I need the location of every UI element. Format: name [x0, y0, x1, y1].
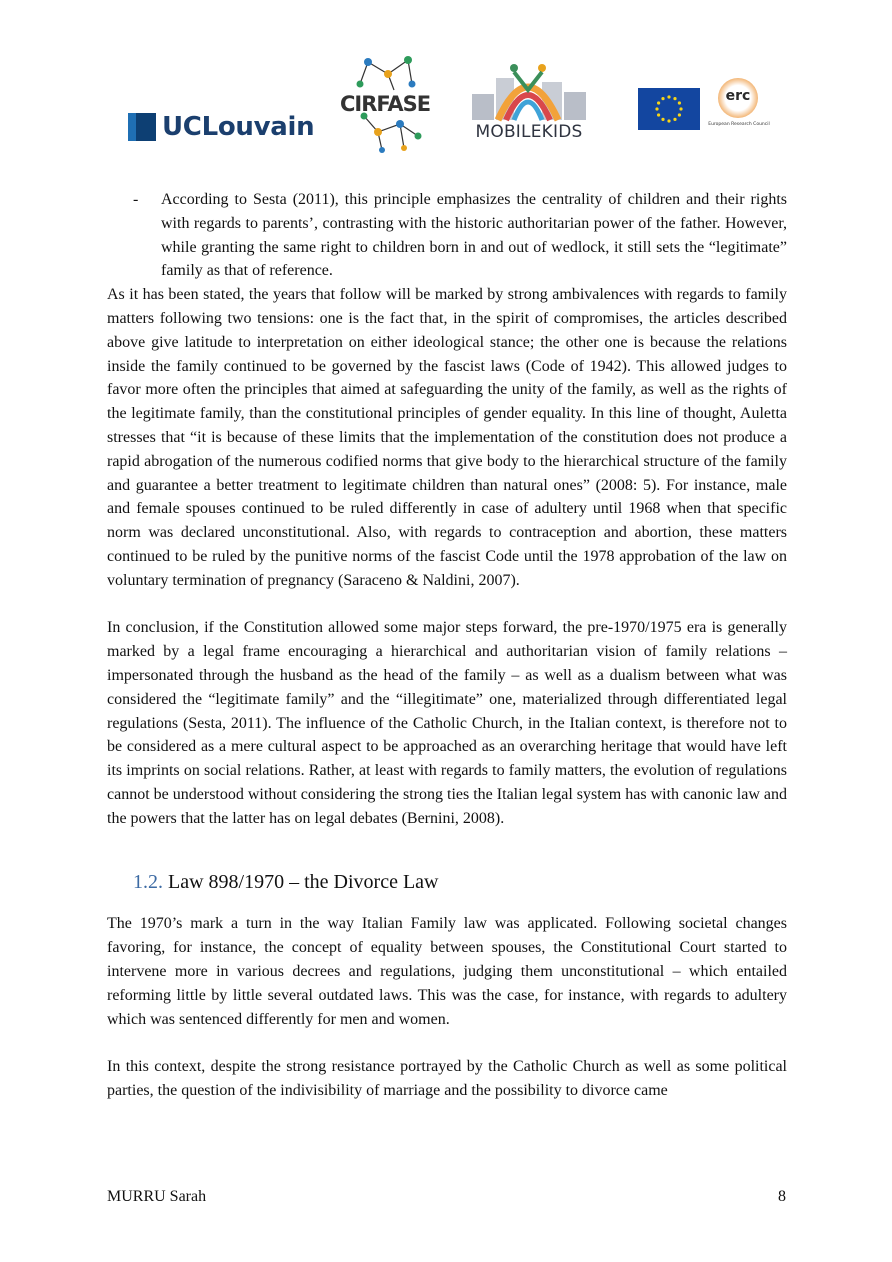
uclouvain-logo: [128, 112, 314, 142]
mobilekids-logo: [458, 60, 598, 150]
footer-author: MURRU Sarah: [107, 1188, 207, 1205]
eu-stars-icon: [638, 88, 700, 130]
cirfase-logo: [338, 54, 430, 154]
page-header: [0, 40, 892, 160]
erc-logo-text: erc: [725, 88, 751, 104]
mobilekids-emblem-icon: [458, 60, 598, 124]
bullet-text: According to Sesta (2011), this principle emphasizes the centrality of children and their rights with regards to parents’, contrasting with the historic authoritarian power of the father. However, while granting the same right to children born in and out of wedlock, it still sets the “legitimate” family as that of reference.: [161, 191, 787, 280]
document-body: [107, 188, 787, 1103]
bullet-dash: -: [133, 191, 139, 208]
paragraph: In conclusion, if the Constitution allowed some major steps forward, the pre-1970/1975 era is generally marked by a legal frame encouraging a hierarchical and authoritarian vision of family relations – impersonated through the husband as the head of the family – as well as a dualism between what was considered the “legitimate family” and the “illegitimate” one, materialized through differentiated legal regulations (Sesta, 2011). The influence of the Catholic Church, in the Italian context, is therefore not to be considered as a mere cultural aspect to be approached as an overarching heritage that would have left its imprints on social relations. Rather, at least with regards to family matters, the evolution of regulations cannot be understood without considering the strong ties the Italian legal system has with canonic law and the powers that the latter has on legal debates (Bernini, 2008).: [107, 619, 787, 827]
bullet-item: [107, 188, 787, 283]
eu-flag-logo: [638, 88, 700, 130]
mobilekids-logo-text: MOBILEKIDS: [475, 122, 583, 142]
paragraph: In this context, despite the strong resistance portrayed by the Catholic Church as well as some political parties, the question of the indivisibility of marriage and the possibility to divorce came: [107, 1058, 787, 1099]
erc-logo: [704, 78, 774, 144]
paragraph: The 1970’s mark a turn in the way Italian Family law was applicated. Following societal changes favoring, for instance, the concept of equality between spouses, the Constitutional Court started to intervene more in various decrees and regulations, judging them unconstitutional – which entailed reforming little by little several outdated laws. This was the case, for instance, with regards to adultery which was sentenced differently for men and women.: [107, 915, 787, 1028]
section-heading: [107, 868, 787, 896]
section-title: Law 898/1970 – the Divorce Law: [168, 871, 439, 894]
paragraph: As it has been stated, the years that follow will be marked by strong ambivalences with regards to family matters following two tensions: one is the fact that, in the spirit of compromises, the articles described above give latitude to interpretation on either ideological stance; the other one is because the relations inside the family continued to be governed by the fascist laws (Code of 1942). This allowed judges to favor more often the principles that aimed at safeguarding the unity of the family, as well as the rights of the legitimate family, than the constitutional principles of gender equality. In this line of thought, Auletta stresses that “it is because of these limits that the implementation of the constitution does not produce a rapid abrogation of the numerous codified norms that give body to the hierarchical structure of the family and guarantee a better treatment to legitimate children than natural ones” (2008: 5). For instance, male and female spouses continued to be ruled differently in case of adultery until 1968 when that specific norm was declared unconstitutional. Also, with regards to contraception and abortion, these matters continued to be ruled by the punitive norms of the fascist Code until the 1978 approbation of the law on voluntary termination of pregnancy (Saraceno & Naldini, 2007).: [107, 286, 787, 589]
footer-page-number: 8: [778, 1188, 786, 1205]
uclouvain-logo-text: UCLouvain: [162, 112, 315, 142]
uclouvain-mark-icon: [128, 113, 156, 141]
section-number: 1.2.: [133, 871, 163, 894]
erc-logo-subtitle: European Research Council: [708, 122, 770, 127]
cirfase-logo-text: CIRFASE: [340, 92, 431, 116]
